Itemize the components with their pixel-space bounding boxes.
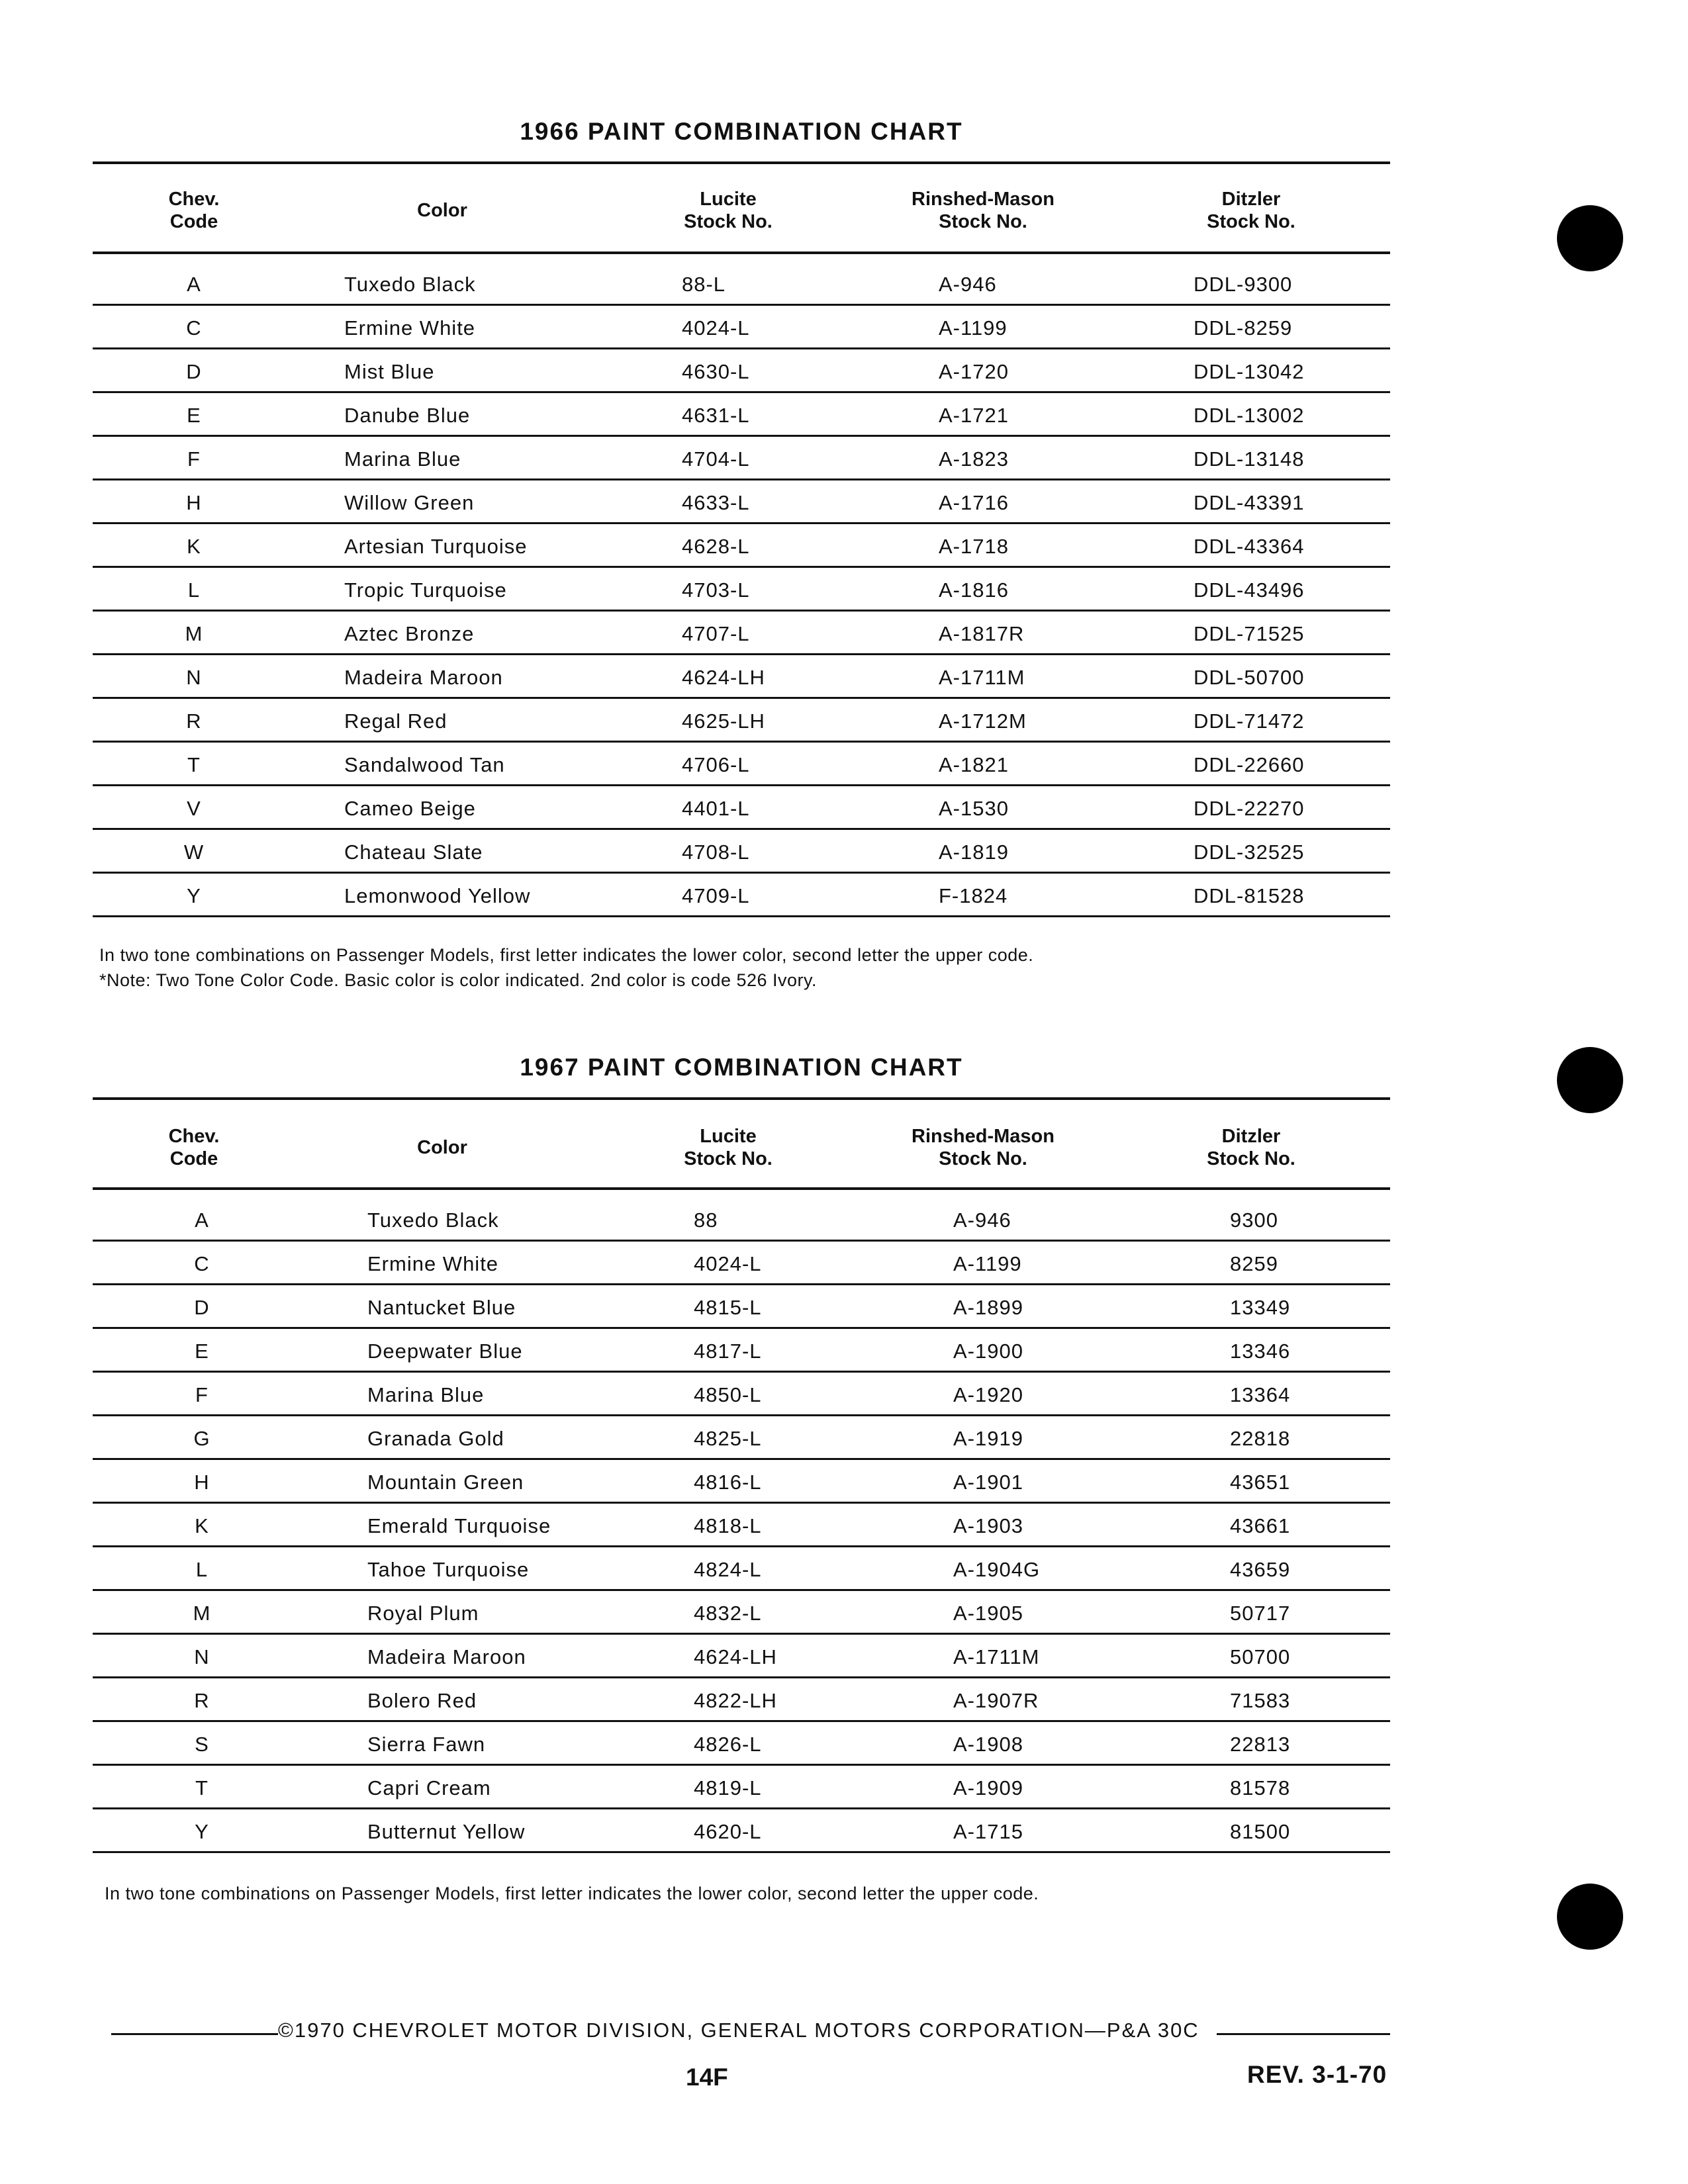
row-divider (93, 1414, 1390, 1416)
row-color-name: Cameo Beige (344, 797, 476, 820)
row-lucite-stock: 4630-L (682, 360, 750, 383)
row-rinshed-mason-stock: A-1720 (939, 360, 1009, 383)
row-lucite-stock: 4816-L (694, 1471, 762, 1494)
row-rinshed-mason-stock: A-1907R (953, 1689, 1039, 1712)
row-divider (93, 1283, 1390, 1285)
row-chev-code: T (187, 753, 201, 776)
chart-1966-note-ivory: *Note: Two Tone Color Code. Basic color is color indicated. 2nd color is code 526 Ivory. (99, 970, 818, 990)
header-lucite-stock-line: Stock No. (684, 211, 773, 232)
header-rinshed-mason-stock-line: Rinshed-Mason (912, 1126, 1055, 1147)
row-lucite-stock: 4401-L (682, 797, 750, 820)
header-lucite-stock-line: Lucite (700, 1126, 757, 1147)
row-divider (93, 1545, 1390, 1547)
row-lucite-stock: 4706-L (682, 753, 750, 776)
row-color-name: Madeira Maroon (367, 1645, 526, 1668)
header-chev-code-line: Code (169, 211, 218, 232)
row-divider (93, 1240, 1390, 1242)
header-rinshed-mason-stock (864, 1125, 1102, 1170)
header-lucite-stock (629, 1125, 827, 1170)
row-rinshed-mason-stock: A-1821 (939, 753, 1009, 776)
row-lucite-stock: 4824-L (694, 1558, 762, 1581)
row-chev-code: K (187, 535, 201, 558)
row-color-name: Tuxedo Black (367, 1208, 499, 1232)
row-rinshed-mason-stock: A-1908 (953, 1733, 1023, 1756)
row-chev-code: M (185, 622, 203, 645)
row-color-name: Ermine White (367, 1252, 499, 1275)
row-ditzler-stock: DDL-50700 (1194, 666, 1305, 689)
row-lucite-stock: 4815-L (694, 1296, 762, 1319)
header-color (343, 1136, 541, 1159)
row-lucite-stock: 4624-LH (694, 1645, 777, 1668)
row-lucite-stock: 4703-L (682, 578, 750, 602)
row-divider (93, 1502, 1390, 1504)
row-chev-code: C (186, 316, 202, 340)
header-chev-code-line: Code (169, 1148, 218, 1169)
row-divider (93, 391, 1390, 393)
row-rinshed-mason-stock: A-1919 (953, 1427, 1023, 1450)
row-divider (93, 872, 1390, 874)
chart-1966-header-rule (93, 251, 1390, 254)
row-chev-code: N (186, 666, 202, 689)
footer-rule-left (111, 2033, 278, 2035)
row-color-name: Danube Blue (344, 404, 471, 427)
footer-rule-right (1217, 2033, 1390, 2035)
row-lucite-stock: 4707-L (682, 622, 750, 645)
row-ditzler-stock: DDL-43496 (1194, 578, 1305, 602)
row-chev-code: Y (187, 884, 201, 907)
row-ditzler-stock: DDL-43364 (1194, 535, 1305, 558)
row-ditzler-stock: DDL-13042 (1194, 360, 1305, 383)
header-rinshed-mason-stock (864, 188, 1102, 233)
header-ditzler-stock-line: Stock No. (1207, 211, 1295, 232)
header-chev-code-line: Chev. (168, 189, 220, 210)
row-chev-code: H (194, 1471, 210, 1494)
row-chev-code: N (194, 1645, 210, 1668)
row-ditzler-stock: DDL-8259 (1194, 316, 1293, 340)
row-rinshed-mason-stock: A-1716 (939, 491, 1009, 514)
row-ditzler-stock: DDL-81528 (1194, 884, 1305, 907)
row-divider (93, 697, 1390, 699)
row-divider (93, 1807, 1390, 1809)
row-color-name: Artesian Turquoise (344, 535, 528, 558)
header-chev-code-line: Chev. (168, 1126, 220, 1147)
row-rinshed-mason-stock: A-946 (953, 1208, 1011, 1232)
row-color-name: Emerald Turquoise (367, 1514, 551, 1537)
row-chev-code: G (193, 1427, 211, 1450)
row-color-name: Tropic Turquoise (344, 578, 507, 602)
row-divider (93, 1458, 1390, 1460)
chart-1967-top-rule (93, 1097, 1390, 1100)
row-color-name: Butternut Yellow (367, 1820, 526, 1843)
row-color-name: Bolero Red (367, 1689, 477, 1712)
row-ditzler-stock: DDL-43391 (1194, 491, 1305, 514)
row-color-name: Marina Blue (344, 447, 461, 471)
row-divider (93, 1371, 1390, 1373)
row-lucite-stock: 4624-LH (682, 666, 765, 689)
row-rinshed-mason-stock: F-1824 (939, 884, 1008, 907)
row-rinshed-mason-stock: A-1900 (953, 1340, 1023, 1363)
row-chev-code: R (194, 1689, 210, 1712)
row-rinshed-mason-stock: A-1711M (939, 666, 1025, 689)
row-chev-code: E (195, 1340, 209, 1363)
row-chev-code: D (186, 360, 202, 383)
row-rinshed-mason-stock: A-1199 (939, 316, 1008, 340)
row-divider (93, 1589, 1390, 1591)
row-rinshed-mason-stock: A-946 (939, 273, 997, 296)
row-rinshed-mason-stock: A-1816 (939, 578, 1009, 602)
row-divider (93, 1327, 1390, 1329)
row-divider (93, 304, 1390, 306)
row-rinshed-mason-stock: A-1530 (939, 797, 1009, 820)
row-lucite-stock: 4708-L (682, 841, 750, 864)
row-ditzler-stock: DDL-71525 (1194, 622, 1305, 645)
row-lucite-stock: 4620-L (694, 1820, 762, 1843)
row-ditzler-stock: 71583 (1230, 1689, 1291, 1712)
row-rinshed-mason-stock: A-1905 (953, 1602, 1023, 1625)
row-ditzler-stock: DDL-9300 (1194, 273, 1293, 296)
binder-punch-hole (1557, 1884, 1623, 1950)
row-lucite-stock: 4024-L (682, 316, 750, 340)
header-lucite-stock-line: Stock No. (684, 1148, 773, 1169)
row-chev-code: D (194, 1296, 210, 1319)
row-chev-code: F (187, 447, 201, 471)
header-chev-code (128, 188, 260, 233)
row-color-name: Madeira Maroon (344, 666, 503, 689)
header-rinshed-mason-stock-line: Rinshed-Mason (912, 189, 1055, 210)
chart-1967-note-two-tone: In two tone combinations on Passenger Models, first letter indicates the lower color, second letter the upper code. (105, 1884, 1039, 1903)
row-ditzler-stock: 8259 (1230, 1252, 1278, 1275)
row-rinshed-mason-stock: A-1199 (953, 1252, 1022, 1275)
row-ditzler-stock: 13364 (1230, 1383, 1291, 1406)
row-color-name: Tuxedo Black (344, 273, 476, 296)
row-chev-code: K (195, 1514, 209, 1537)
row-chev-code: F (195, 1383, 209, 1406)
row-lucite-stock: 4625-LH (682, 709, 765, 733)
row-rinshed-mason-stock: A-1903 (953, 1514, 1023, 1537)
row-chev-code: S (195, 1733, 209, 1756)
row-color-name: Willow Green (344, 491, 475, 514)
row-color-name: Ermine White (344, 316, 476, 340)
row-lucite-stock: 4633-L (682, 491, 750, 514)
row-chev-code: E (187, 404, 201, 427)
header-ditzler-stock-line: Ditzler (1221, 189, 1281, 210)
binder-punch-hole (1557, 1047, 1623, 1113)
row-chev-code: R (186, 709, 202, 733)
header-ditzler-stock-line: Stock No. (1207, 1148, 1295, 1169)
row-ditzler-stock: 9300 (1230, 1208, 1278, 1232)
row-color-name: Sierra Fawn (367, 1733, 486, 1756)
row-divider (93, 522, 1390, 524)
binder-punch-hole (1557, 205, 1623, 271)
row-ditzler-stock: DDL-22270 (1194, 797, 1305, 820)
row-lucite-stock: 4825-L (694, 1427, 762, 1450)
row-ditzler-stock: 81500 (1230, 1820, 1291, 1843)
row-ditzler-stock: 22813 (1230, 1733, 1291, 1756)
row-rinshed-mason-stock: A-1920 (953, 1383, 1023, 1406)
row-chev-code: A (187, 273, 201, 296)
chart-1966-note-two-tone: In two tone combinations on Passenger Models, first letter indicates the lower color, second letter the upper code. (99, 945, 1034, 965)
row-ditzler-stock: 43659 (1230, 1558, 1291, 1581)
header-chev-code (128, 1125, 260, 1170)
row-chev-code: L (187, 578, 201, 602)
row-lucite-stock: 4704-L (682, 447, 750, 471)
row-lucite-stock: 88-L (682, 273, 726, 296)
row-rinshed-mason-stock: A-1901 (953, 1471, 1023, 1494)
row-rinshed-mason-stock: A-1819 (939, 841, 1009, 864)
row-color-name: Royal Plum (367, 1602, 479, 1625)
row-chev-code: L (195, 1558, 209, 1581)
row-rinshed-mason-stock: A-1721 (939, 404, 1009, 427)
header-rinshed-mason-stock-line: Stock No. (939, 1148, 1027, 1169)
revision-date: REV. 3-1-70 (1247, 2061, 1387, 2088)
row-rinshed-mason-stock: A-1817R (939, 622, 1025, 645)
row-rinshed-mason-stock: A-1711M (953, 1645, 1040, 1668)
row-rinshed-mason-stock: A-1712M (939, 709, 1027, 733)
row-divider (93, 610, 1390, 612)
row-divider (93, 784, 1390, 786)
row-color-name: Capri Cream (367, 1776, 491, 1799)
row-ditzler-stock: DDL-32525 (1194, 841, 1305, 864)
row-chev-code: M (193, 1602, 211, 1625)
header-rinshed-mason-stock-line: Stock No. (939, 211, 1027, 232)
row-lucite-stock: 4818-L (694, 1514, 762, 1537)
row-chev-code: H (186, 491, 202, 514)
header-lucite-stock-line: Lucite (700, 189, 757, 210)
row-chev-code: W (183, 841, 205, 864)
row-divider (93, 347, 1390, 349)
row-color-name: Tahoe Turquoise (367, 1558, 530, 1581)
row-lucite-stock: 4628-L (682, 535, 750, 558)
row-divider (93, 828, 1390, 830)
row-lucite-stock: 4819-L (694, 1776, 762, 1799)
row-divider (93, 915, 1390, 917)
row-ditzler-stock: 43661 (1230, 1514, 1291, 1537)
chart-1966-top-rule (93, 161, 1390, 164)
row-rinshed-mason-stock: A-1718 (939, 535, 1009, 558)
row-color-name: Marina Blue (367, 1383, 485, 1406)
header-color-line: Color (417, 1137, 467, 1158)
row-ditzler-stock: 50700 (1230, 1645, 1291, 1668)
row-chev-code: V (187, 797, 201, 820)
row-ditzler-stock: DDL-13148 (1194, 447, 1305, 471)
row-divider (93, 1720, 1390, 1722)
row-chev-code: A (195, 1208, 209, 1232)
header-lucite-stock (629, 188, 827, 233)
chart-1967-header-rule (93, 1187, 1390, 1190)
page-number: 14F (686, 2064, 728, 2091)
row-ditzler-stock: 13346 (1230, 1340, 1291, 1363)
row-lucite-stock: 4817-L (694, 1340, 762, 1363)
row-color-name: Nantucket Blue (367, 1296, 516, 1319)
row-lucite-stock: 88 (694, 1208, 718, 1232)
row-lucite-stock: 4631-L (682, 404, 750, 427)
row-color-name: Regal Red (344, 709, 447, 733)
row-lucite-stock: 4850-L (694, 1383, 762, 1406)
row-ditzler-stock: DDL-22660 (1194, 753, 1305, 776)
header-ditzler-stock-line: Ditzler (1221, 1126, 1281, 1147)
row-chev-code: T (195, 1776, 209, 1799)
row-rinshed-mason-stock: A-1823 (939, 447, 1009, 471)
row-divider (93, 1851, 1390, 1853)
row-rinshed-mason-stock: A-1899 (953, 1296, 1023, 1319)
header-ditzler-stock (1152, 1125, 1350, 1170)
row-ditzler-stock: 50717 (1230, 1602, 1291, 1625)
row-chev-code: Y (195, 1820, 209, 1843)
row-divider (93, 1676, 1390, 1678)
row-rinshed-mason-stock: A-1904G (953, 1558, 1041, 1581)
row-ditzler-stock: 43651 (1230, 1471, 1291, 1494)
row-color-name: Aztec Bronze (344, 622, 475, 645)
row-lucite-stock: 4709-L (682, 884, 750, 907)
chart-1966-title: 1966 PAINT COMBINATION CHART (520, 118, 963, 145)
row-ditzler-stock: 13349 (1230, 1296, 1291, 1319)
row-lucite-stock: 4832-L (694, 1602, 762, 1625)
row-divider (93, 435, 1390, 437)
row-color-name: Mist Blue (344, 360, 435, 383)
row-color-name: Chateau Slate (344, 841, 483, 864)
row-divider (93, 1764, 1390, 1766)
header-ditzler-stock (1152, 188, 1350, 233)
row-ditzler-stock: DDL-71472 (1194, 709, 1305, 733)
chart-1967-title: 1967 PAINT COMBINATION CHART (520, 1054, 963, 1081)
row-divider (93, 741, 1390, 743)
row-chev-code: C (194, 1252, 210, 1275)
row-color-name: Lemonwood Yellow (344, 884, 531, 907)
footer-copyright: ©1970 CHEVROLET MOTOR DIVISION, GENERAL MOTORS CORPORATION—P&A 30C (278, 2019, 1199, 2042)
row-lucite-stock: 4024-L (694, 1252, 762, 1275)
row-color-name: Sandalwood Tan (344, 753, 505, 776)
row-color-name: Granada Gold (367, 1427, 504, 1450)
header-color (343, 199, 541, 222)
row-ditzler-stock: 22818 (1230, 1427, 1291, 1450)
row-ditzler-stock: 81578 (1230, 1776, 1291, 1799)
row-divider (93, 653, 1390, 655)
row-rinshed-mason-stock: A-1715 (953, 1820, 1023, 1843)
row-lucite-stock: 4826-L (694, 1733, 762, 1756)
row-rinshed-mason-stock: A-1909 (953, 1776, 1023, 1799)
header-color-line: Color (417, 200, 467, 221)
row-divider (93, 478, 1390, 480)
row-ditzler-stock: DDL-13002 (1194, 404, 1305, 427)
row-divider (93, 566, 1390, 568)
row-divider (93, 1633, 1390, 1635)
row-color-name: Deepwater Blue (367, 1340, 523, 1363)
row-lucite-stock: 4822-LH (694, 1689, 777, 1712)
row-color-name: Mountain Green (367, 1471, 524, 1494)
